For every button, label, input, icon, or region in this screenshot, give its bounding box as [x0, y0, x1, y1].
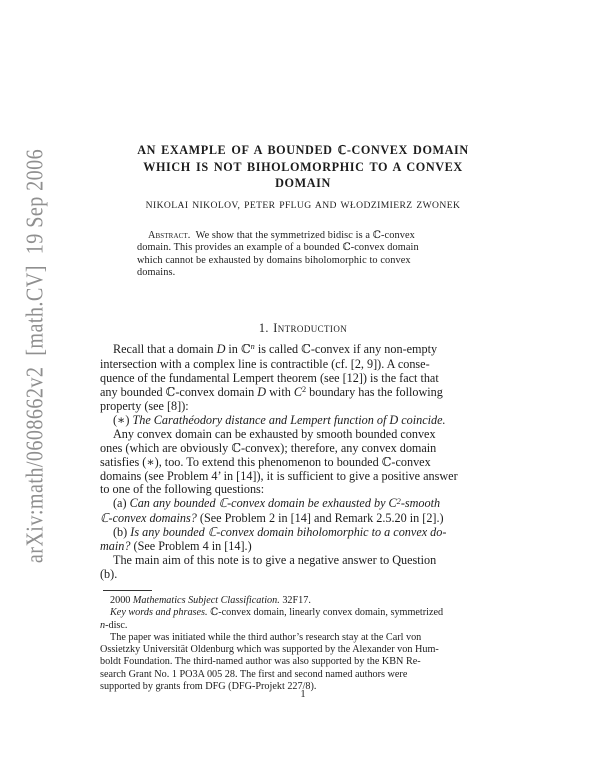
body-line: quence of the fundamental Lempert theorem (see [12]) is the fact that	[100, 370, 439, 385]
body-line: ℂ-convex domains? (See Problem 2 in [14] and Remark 2.5.20 in [2].)	[100, 511, 444, 526]
body-line: The main aim of this note is to give a negative answer to Question	[113, 552, 437, 567]
title-line: WHICH IS NOT BIHOLOMORPHIC TO A CONVEX	[143, 159, 463, 174]
abstract	[137, 230, 485, 280]
body-line: property (see [8]):	[100, 399, 189, 414]
section-heading-line: 1. Introduction	[258, 321, 348, 335]
body-line: intersection with a complex line is contractible (cf. [2, 9]). A conse-	[100, 356, 430, 371]
abstract-line: domains.	[137, 267, 176, 279]
paper-title	[95, 142, 511, 192]
footnote-line: supported by grants from DFG (DFG-Projekt 227/8).	[100, 681, 317, 693]
section-heading	[95, 321, 511, 336]
body-line: (a) Can any bounded ℂ-convex domain be exhausted by $C^2$-smooth	[113, 496, 441, 511]
footnote-line: 2000 Mathematics Subject Classification. 32F17.	[110, 595, 311, 606]
body-line: satisfies (∗), too. To extend this phenomenon to bounded ℂ-convex	[100, 454, 431, 469]
body-line: Recall that a domain D in ℂ$^n$ is called ℂ-convex if any non-empty	[113, 342, 438, 356]
body-text	[100, 343, 520, 581]
body-line: main? (See Problem 4 in [14].)	[100, 538, 252, 553]
abstract-line: domain. This provides an example of a bounded ℂ-convex domain	[137, 242, 419, 254]
body-line: (b).	[100, 566, 118, 581]
footnote-line: Key words and phrases. ℂ-convex domain, linearly convex domain, symmetrized	[110, 607, 444, 619]
footnotes	[100, 595, 520, 693]
title-line: AN EXAMPLE OF A BOUNDED ℂ-CONVEX DOMAIN	[137, 143, 469, 157]
body-line: Any convex domain can be exhausted by smooth bounded convex	[113, 427, 436, 442]
title-line: DOMAIN	[275, 176, 331, 191]
page-number: 1	[300, 689, 306, 700]
body-line: ones (which are obviously ℂ-convex); therefore, any convex domain	[100, 440, 437, 455]
abstract-line: which cannot be exhausted by domains biholomorphic to convex	[137, 254, 411, 266]
body-line: (∗) The Carathéodory distance and Lempert function of D coincide.	[113, 413, 446, 428]
footnote-line: search Grant No. 1 PO3A 005 28. The first and second named authors were	[100, 668, 408, 680]
footnote-line: boldt Foundation. The third-named author was also supported by the KBN Re-	[100, 656, 421, 668]
body-line: any bounded ℂ-convex domain D with $C^2$ boundary has the following	[100, 384, 443, 399]
abstract-line: Abstract. We show that the symmetrized bidisc is a ℂ-convex	[148, 230, 415, 241]
footnote-line: Ossietzky Universität Oldenburg which was supported by the Alexander von Hum-	[100, 644, 439, 656]
footnote-line: n-disc.	[100, 619, 128, 631]
arxiv-watermark: arXiv:math/0608662v2 [math.CV] 19 Sep 2006	[22, 148, 49, 564]
footnote-rule	[103, 590, 152, 591]
footnote-line: The paper was initiated while the third author’s research stay at the Carl von	[110, 631, 422, 643]
body-line: (b) Is any bounded ℂ-convex domain biholomorphic to a convex do-	[113, 524, 447, 539]
body-line: domains (see Problem 4’ in [14]), it is sufficient to give a positive answer	[100, 468, 458, 483]
body-line: to one of the following questions:	[100, 482, 265, 497]
authors-line: NIKOLAI NIKOLOV, PETER PFLUG AND WŁODZIMIERZ ZWONEK	[145, 200, 461, 211]
